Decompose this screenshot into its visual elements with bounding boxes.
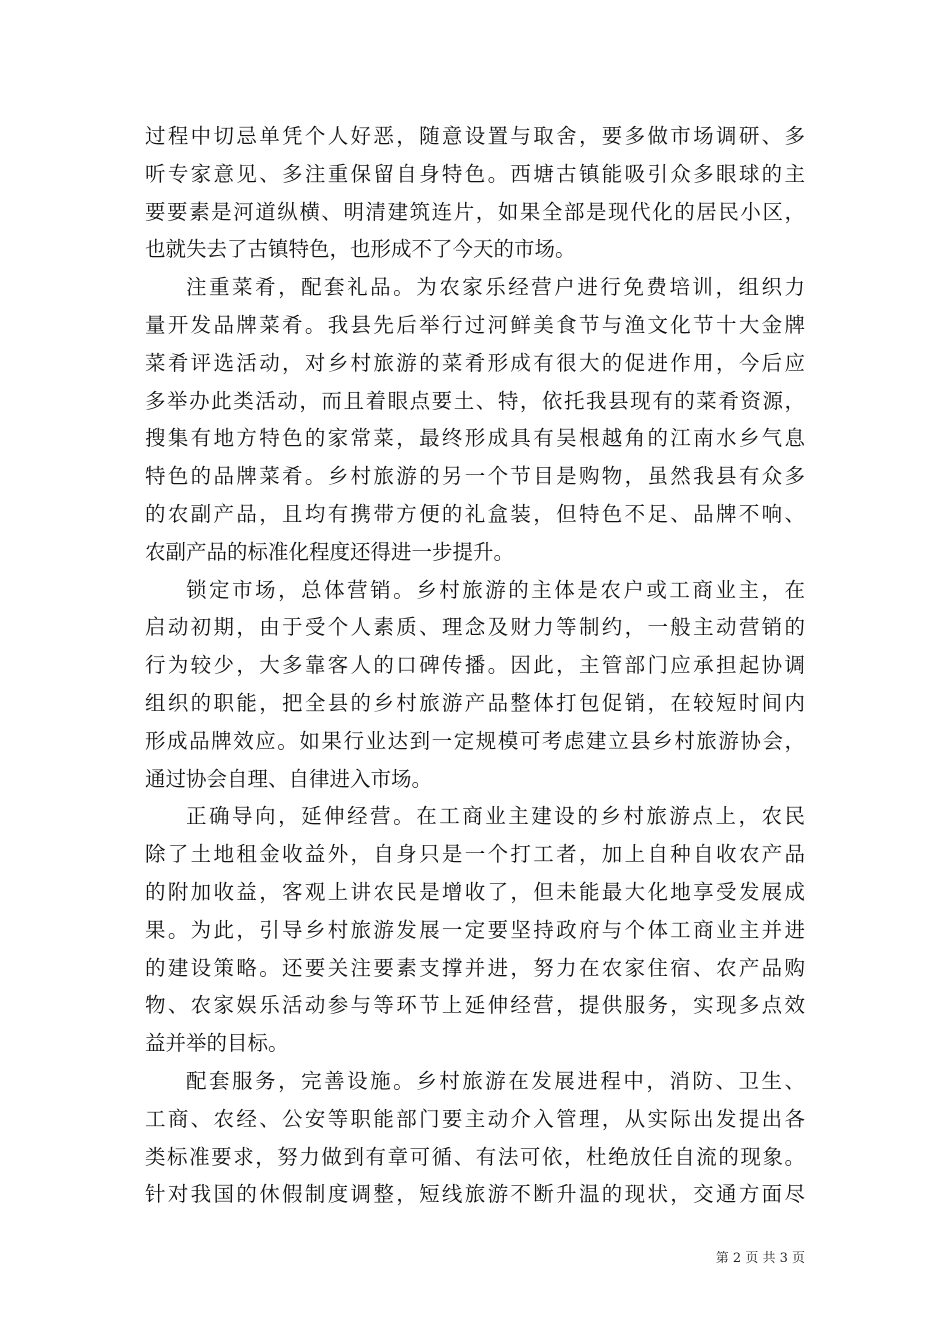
text-line: 过程中切忌单凭个人好恶，随意设置与取舍，要多做市场调研、多 <box>145 124 805 148</box>
text-line: 果。为此，引导乡村旅游发展一定要坚持政府与个体工商业主并进 <box>145 917 805 942</box>
body-text <box>145 118 805 1214</box>
text-line: 菜肴评选活动，对乡村旅游的菜肴形成有很大的促进作用，今后应 <box>145 350 805 375</box>
text-line: 启动初期，由于受个人素质、理念及财力等制约，一般主动营销的 <box>145 615 805 640</box>
text-line: 要要素是河道纵横、明清建筑连片，如果全部是现代化的居民小区， <box>145 199 805 224</box>
paragraph <box>145 572 805 799</box>
text-line: 注重菜肴，配套礼品。为农家乐经营户进行免费培训，组织力 <box>186 275 805 300</box>
text-line: 行为较少，大多靠客人的口碑传播。因此，主管部门应承担起协调 <box>145 653 805 678</box>
text-line: 多举办此类活动，而且着眼点要土、特，依托我县现有的菜肴资源， <box>145 388 805 413</box>
text-line: 的建设策略。还要关注要素支撑并进，努力在农家住宿、农产品购 <box>145 955 805 980</box>
text-line: 益并举的目标。 <box>145 1031 289 1056</box>
text-line: 通过协会自理、自律进入市场。 <box>145 766 432 791</box>
paragraph <box>145 269 805 571</box>
paragraph <box>145 798 805 1063</box>
text-line: 搜集有地方特色的家常菜，最终形成具有吴根越角的江南水乡气息 <box>145 426 805 451</box>
text-line: 正确导向，延伸经营。在工商业主建设的乡村旅游点上，农民 <box>186 804 805 829</box>
text-line: 物、农家娱乐活动参与等环节上延伸经营，提供服务，实现多点效 <box>145 993 805 1018</box>
paragraph <box>145 1063 805 1214</box>
text-line: 农副产品的标准化程度还得进一步提升。 <box>145 539 514 564</box>
text-line: 锁定市场，总体营销。乡村旅游的主体是农户或工商业主，在 <box>186 577 805 602</box>
text-line: 组织的职能，把全县的乡村旅游产品整体打包促销，在较短时间内 <box>145 690 805 715</box>
text-line: 的农副产品，且均有携带方便的礼盒装，但特色不足、品牌不响、 <box>145 501 805 526</box>
paragraph <box>145 118 805 269</box>
text-line: 类标准要求，努力做到有章可循、有法可依，杜绝放任自流的现象。 <box>145 1144 805 1169</box>
text-line: 也就失去了古镇特色，也形成不了今天的市场。 <box>145 237 576 262</box>
text-line: 特色的品牌菜肴。乡村旅游的另一个节目是购物，虽然我县有众多 <box>145 464 805 489</box>
text-line: 除了土地租金收益外，自身只是一个打工者，加上自种自收农产品 <box>145 842 805 867</box>
text-line: 形成品牌效应。如果行业达到一定规模可考虑建立县乡村旅游协会， <box>145 728 805 753</box>
page-footer-page-number: 第 2 页 共 3 页 <box>715 1251 805 1266</box>
text-line: 配套服务，完善设施。乡村旅游在发展进程中，消防、卫生、 <box>186 1068 805 1093</box>
text-line: 工商、农经、公安等职能部门要主动介入管理，从实际出发提出各 <box>145 1106 805 1131</box>
text-line: 听专家意见、多注重保留自身特色。西塘古镇能吸引众多眼球的主 <box>145 161 805 186</box>
text-line: 量开发品牌菜肴。我县先后举行过河鲜美食节与渔文化节十大金牌 <box>145 312 805 337</box>
text-line: 的附加收益，客观上讲农民是增收了，但未能最大化地享受发展成 <box>145 879 805 904</box>
text-line: 针对我国的休假制度调整，短线旅游不断升温的现状，交通方面尽 <box>145 1182 805 1207</box>
